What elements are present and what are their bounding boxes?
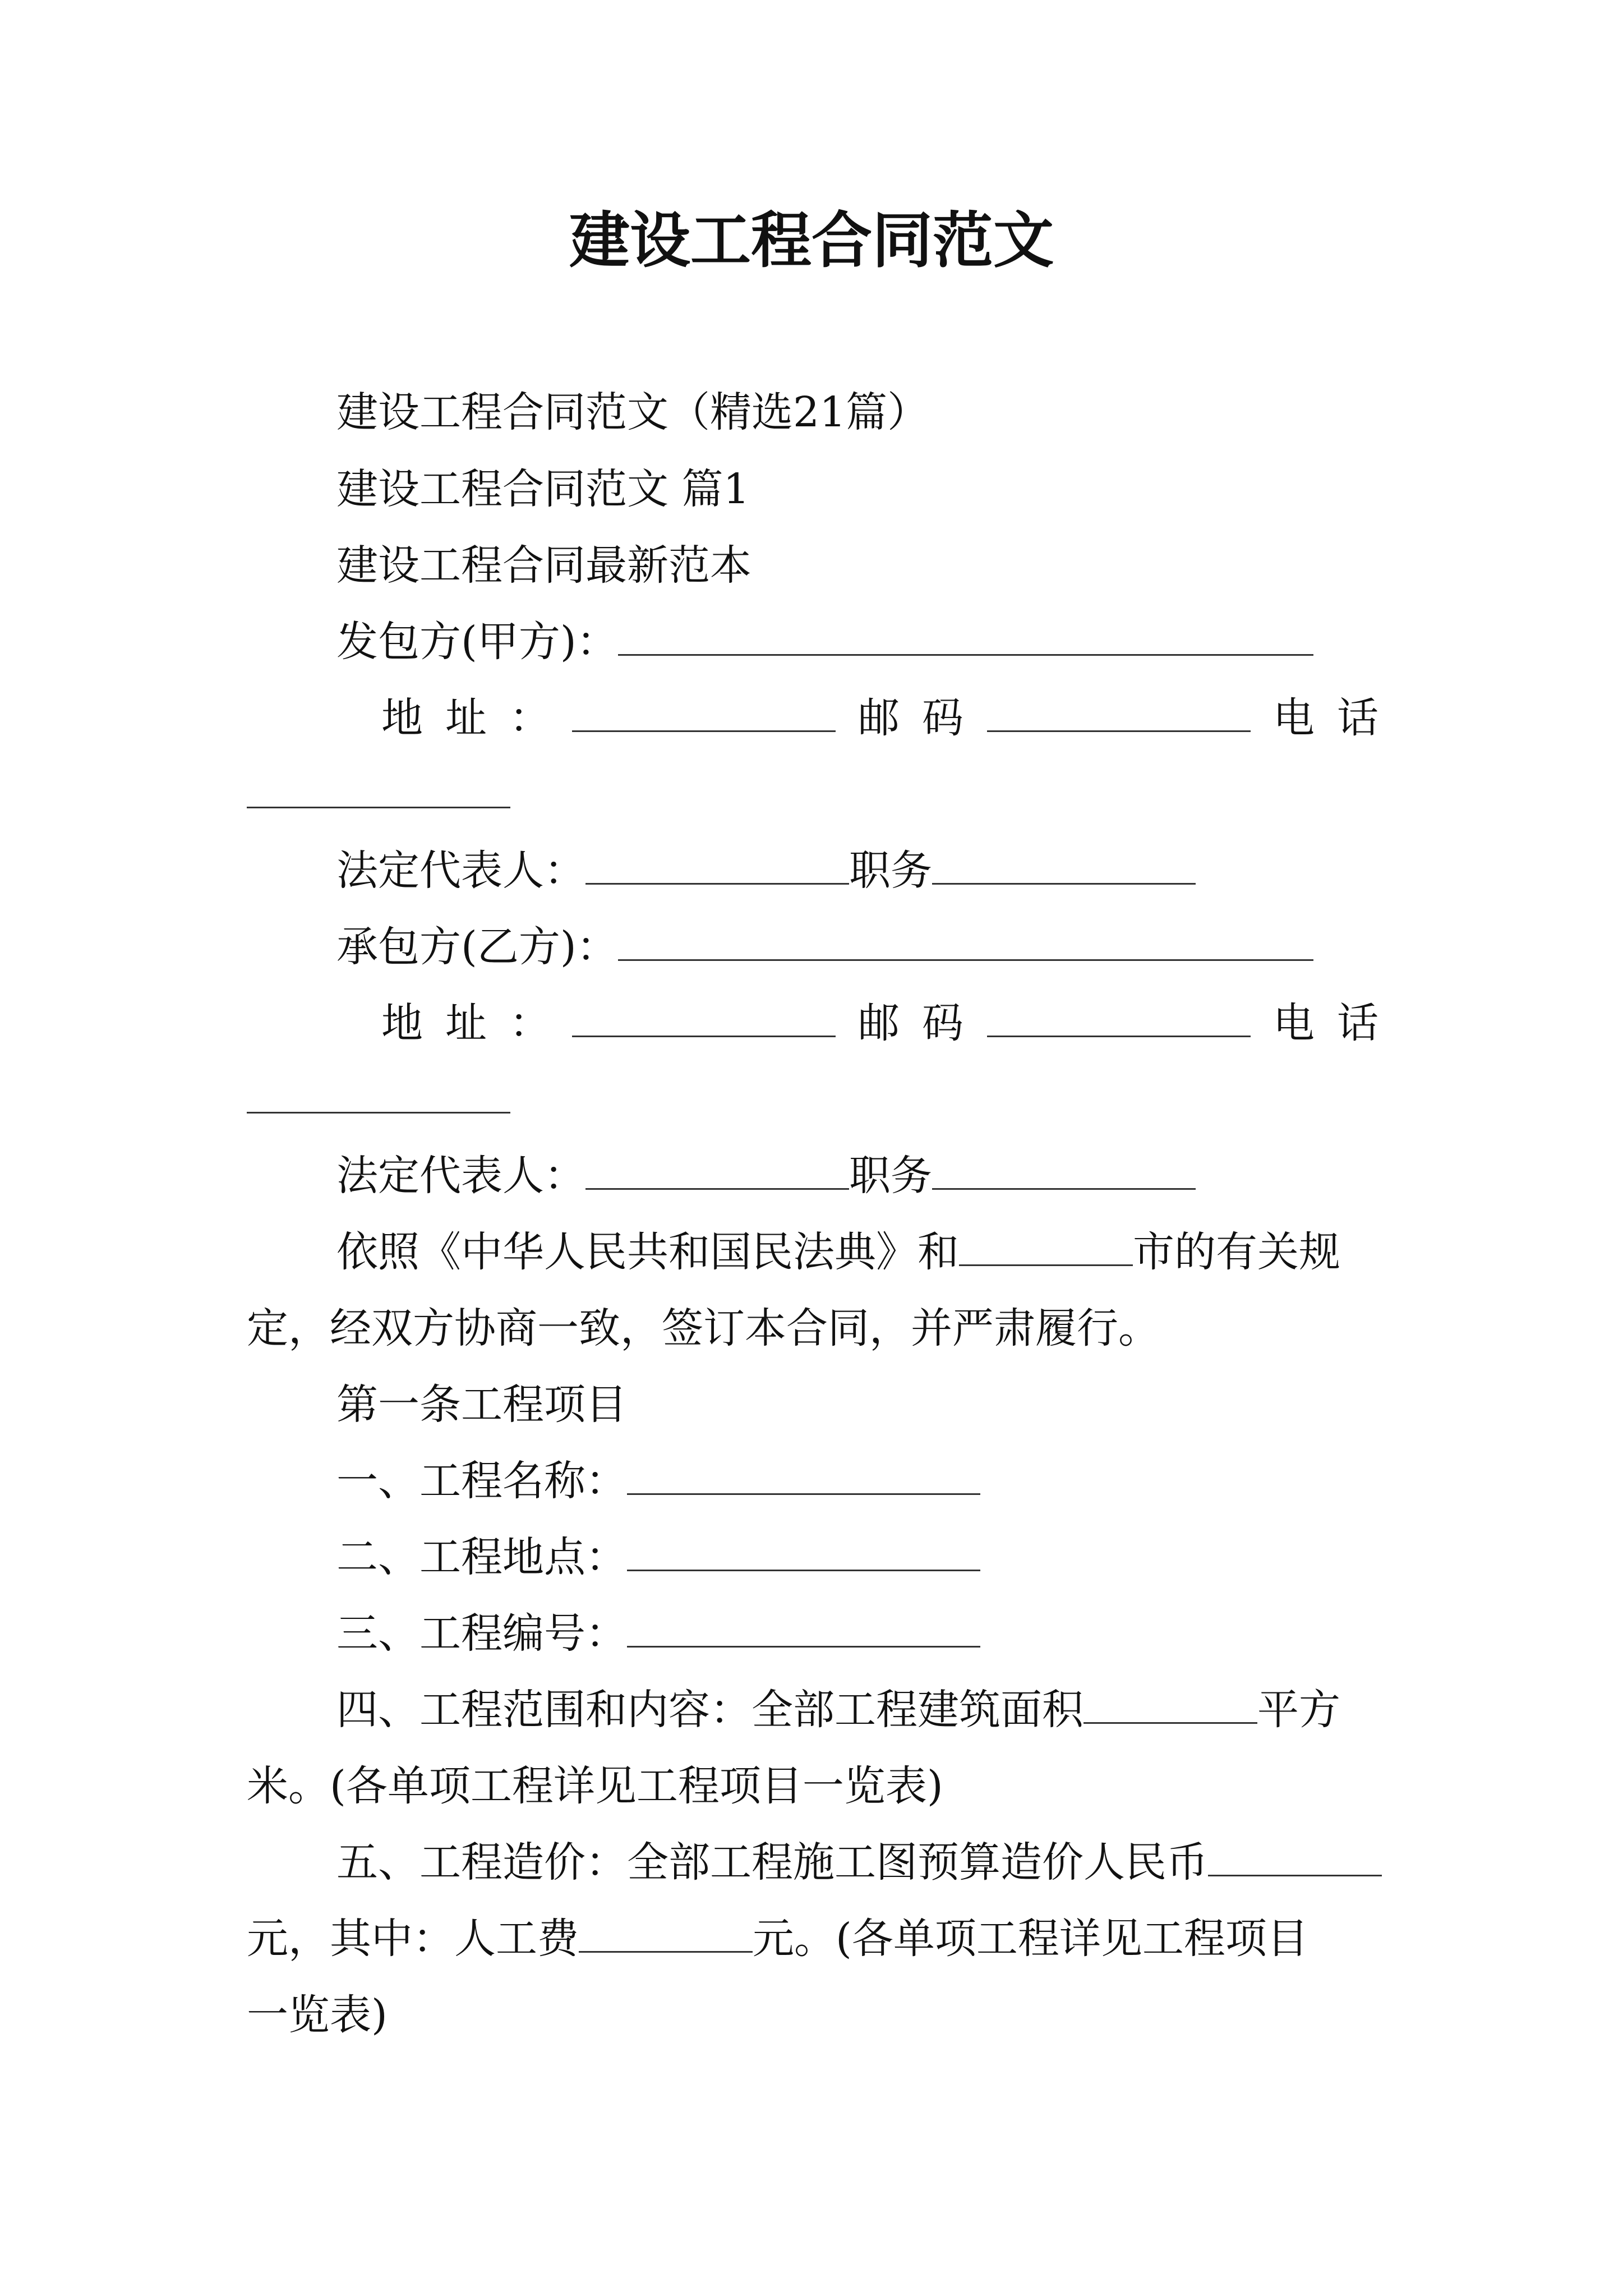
project-number-blank[interactable] [627,1614,980,1648]
party-b-line [336,919,1313,975]
item5-text-1: 五、工程造价：全部工程施工图预算造价人民币 [336,1838,1208,1887]
item1-label: 一、工程名称： [336,1457,627,1505]
party-a-rep-line [336,843,1196,899]
party-a-address-line [381,690,573,746]
item1-line [336,1453,980,1509]
city-blank[interactable] [959,1233,1133,1266]
item4-line-1 [336,1682,1340,1738]
item5-line-2 [247,1911,1308,1967]
legal-rep-label: 法定代表人： [336,846,585,895]
basis-text-1: 依照《中华人民共和国民法典》和 [336,1228,959,1276]
address-label: 地址： [381,694,573,742]
party-b-postcode-blank-wrap [987,995,1251,1051]
party-a-postcode-blank-wrap [987,690,1251,746]
party-b-rep-blank[interactable] [585,1157,849,1190]
party-b-postcode-blank[interactable] [987,1004,1251,1037]
party-b-blank[interactable] [618,928,1313,961]
labor-cost-blank[interactable] [579,1920,753,1953]
party-b-address-blank-wrap [572,995,836,1051]
item5-text-3: 元。(各单项工程详见工程项目 [753,1915,1308,1963]
party-a-phone-blank[interactable] [247,775,510,808]
item3-line [336,1605,980,1662]
party-b-phone-blank[interactable] [247,1080,510,1114]
subtitle: 建设工程合同范文（精选21篇） [336,388,929,436]
party-b-address-label: 地址： [381,999,573,1047]
item2-line [336,1529,980,1585]
part-heading: 建设工程合同范文 篇1 [336,465,750,513]
party-a-postcode-label: 邮码 [858,694,986,742]
project-location-blank[interactable] [627,1538,980,1571]
area-blank[interactable] [1083,1691,1257,1724]
party-a-address-blank[interactable] [572,699,836,732]
item4-text-2: 平方 [1257,1686,1340,1734]
document-title: 建设工程合同范文 [569,206,1054,276]
legal-rep-label: 法定代表人： [336,1152,585,1200]
party-a-phone-label: 电话 [1273,694,1401,742]
party-b-rep-line [336,1148,1196,1204]
basis-line-1 [336,1224,1340,1280]
party-b-address-blank[interactable] [572,1004,836,1037]
item5-line-3: 一览表) [247,1991,388,2039]
position-label: 职务 [849,1152,932,1200]
total-cost-blank[interactable] [1208,1843,1382,1876]
party-a-line [336,614,1313,670]
item4-line-2: 米。(各单项工程详见工程项目一览表) [247,1762,943,1810]
party-a-rep-blank[interactable] [585,852,849,885]
party-a-phone-blank-wrap [247,766,510,822]
basis-text-2: 市的有关规 [1133,1228,1340,1276]
party-a-postcode-blank[interactable] [987,699,1251,732]
item5-line-1 [336,1834,1382,1890]
item4-text-1: 四、工程范围和内容：全部工程建筑面积 [336,1686,1083,1734]
item3-label: 三、工程编号： [336,1609,627,1658]
basis-line-2: 定，经双方协商一致，签订本合同，并严肃履行。 [247,1304,1160,1352]
item2-label: 二、工程地点： [336,1533,627,1581]
position-label: 职务 [849,846,932,895]
party-b-position-blank[interactable] [932,1157,1196,1190]
project-name-blank[interactable] [627,1462,980,1495]
party-a-blank[interactable] [618,623,1313,656]
template-heading: 建设工程合同最新范本 [336,541,751,590]
party-b-phone-blank-wrap [247,1071,510,1128]
article1-heading: 第一条工程项目 [336,1381,627,1429]
item5-text-2: 元，其中：人工费 [247,1915,579,1963]
party-b-label: 承包方(乙方)： [336,923,618,971]
party-a-label: 发包方(甲方)： [336,618,618,666]
party-b-phone-label: 电话 [1273,999,1401,1047]
party-a-address-blank-wrap [572,690,836,746]
party-a-position-blank[interactable] [932,852,1196,885]
party-b-postcode-label: 邮码 [858,999,986,1047]
